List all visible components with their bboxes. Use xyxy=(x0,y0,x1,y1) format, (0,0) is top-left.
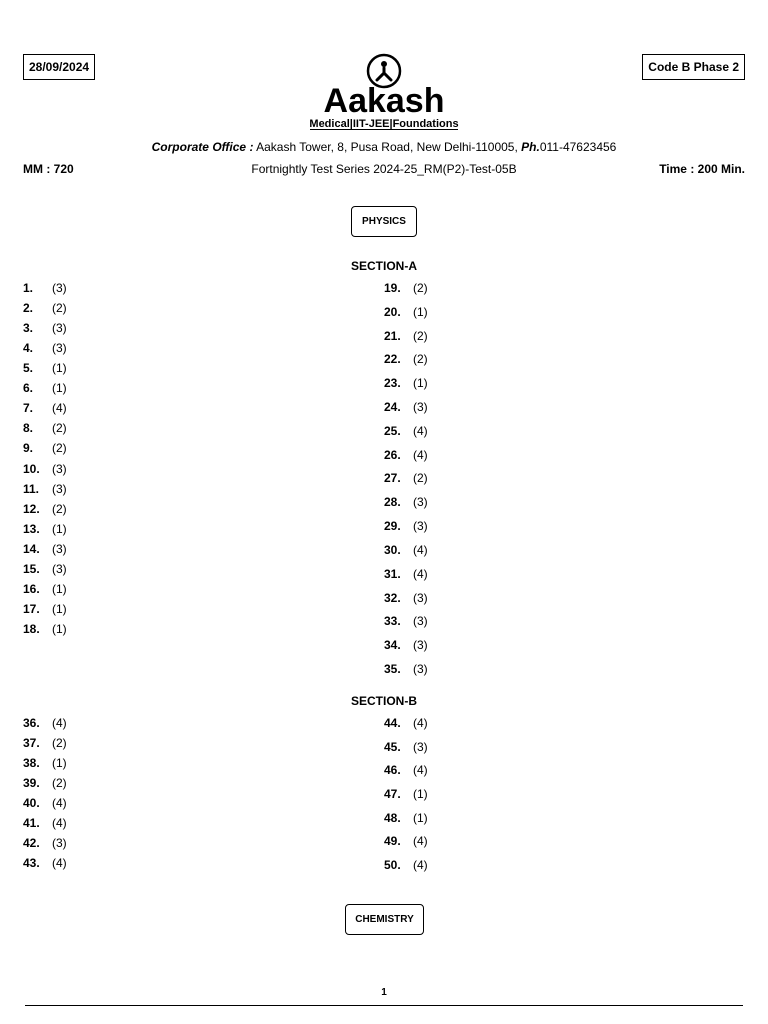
question-number: 10. xyxy=(23,461,40,476)
question-number: 23. xyxy=(384,376,401,391)
answer-row xyxy=(23,776,67,790)
answer-row xyxy=(23,716,67,730)
answer-row xyxy=(23,756,67,770)
question-number: 27. xyxy=(384,471,401,486)
answer-row xyxy=(23,816,67,830)
date-box xyxy=(23,54,95,80)
answer-row xyxy=(23,462,67,476)
question-number: 11. xyxy=(23,481,40,496)
answer-row xyxy=(384,448,428,462)
answer-row xyxy=(384,662,428,676)
question-number: 32. xyxy=(384,590,401,605)
answer-row xyxy=(23,502,67,516)
answer-row xyxy=(23,542,67,556)
answer-row xyxy=(384,305,428,319)
answer-option: (4) xyxy=(413,763,428,778)
answer-row xyxy=(384,519,428,533)
corporate-address: Aakash Tower, 8, Pusa Road, New Delhi-110005, xyxy=(253,140,522,154)
answer-option: (3) xyxy=(52,481,67,496)
answer-option: (3) xyxy=(52,281,67,295)
answer-row xyxy=(23,522,67,536)
answer-option: (1) xyxy=(52,521,67,536)
question-number: 46. xyxy=(384,763,401,778)
question-number: 34. xyxy=(384,638,401,653)
answer-option: (4) xyxy=(413,423,428,438)
answer-option: (4) xyxy=(52,856,67,870)
answer-row xyxy=(23,301,67,315)
question-number: 18. xyxy=(23,622,40,637)
question-number: 39. xyxy=(23,776,40,790)
answer-option: (4) xyxy=(413,716,428,730)
answer-option: (4) xyxy=(52,401,67,416)
question-number: 35. xyxy=(384,661,401,676)
answer-option: (1) xyxy=(52,756,67,770)
answer-row xyxy=(23,341,67,355)
section-title-b: SECTION-B xyxy=(351,694,417,708)
answer-row xyxy=(23,321,67,335)
answer-option: (3) xyxy=(413,638,428,653)
answer-option: (1) xyxy=(52,581,67,596)
answer-option: (2) xyxy=(52,736,67,750)
question-number: 29. xyxy=(384,519,401,534)
question-number: 25. xyxy=(384,423,401,438)
question-number: 26. xyxy=(384,447,401,462)
answer-row xyxy=(23,441,67,455)
footer-divider xyxy=(25,1005,743,1006)
answer-option: (2) xyxy=(413,471,428,486)
question-number: 22. xyxy=(384,352,401,367)
answer-option: (2) xyxy=(52,301,67,316)
answer-row xyxy=(23,856,67,870)
subject-box-physics xyxy=(351,206,417,237)
answer-option: (1) xyxy=(52,601,67,616)
answer-row xyxy=(384,376,428,390)
question-number: 38. xyxy=(23,756,40,770)
answer-option: (3) xyxy=(413,739,428,754)
answer-option: (1) xyxy=(413,304,428,319)
subject-box-chemistry xyxy=(345,904,424,935)
test-name: Fortnightly Test Series 2024-25_RM(P2)-Test-05B xyxy=(251,162,517,176)
answer-row xyxy=(384,471,428,485)
answer-row xyxy=(384,495,428,509)
answer-option: (4) xyxy=(413,542,428,557)
question-number: 4. xyxy=(23,341,34,356)
answer-option: (4) xyxy=(413,566,428,581)
answer-option: (2) xyxy=(413,281,428,295)
question-number: 36. xyxy=(23,716,40,730)
question-number: 7. xyxy=(23,401,34,416)
answer-option: (2) xyxy=(413,352,428,367)
question-number: 5. xyxy=(23,361,34,376)
question-number: 3. xyxy=(23,321,34,336)
answer-option: (1) xyxy=(413,810,428,825)
question-number: 21. xyxy=(384,328,401,343)
question-number: 9. xyxy=(23,441,34,456)
answer-option: (4) xyxy=(413,858,428,873)
answer-row xyxy=(384,543,428,557)
time-limit: Time : 200 Min. xyxy=(659,162,745,176)
section-title-a: SECTION-A xyxy=(351,259,417,273)
answer-row xyxy=(23,421,67,435)
answer-row xyxy=(384,591,428,605)
answer-option: (4) xyxy=(52,716,67,730)
answer-option: (1) xyxy=(52,622,67,637)
question-number: 31. xyxy=(384,566,401,581)
answer-row xyxy=(23,796,67,810)
answer-option: (3) xyxy=(52,341,67,356)
corporate-label: Corporate Office : xyxy=(151,140,254,154)
phone-number: 011-47623456 xyxy=(539,140,617,154)
answer-row xyxy=(384,740,428,754)
question-number: 2. xyxy=(23,301,34,316)
answer-row xyxy=(384,352,428,366)
answer-option: (3) xyxy=(52,461,67,476)
answer-option: (3) xyxy=(52,541,67,556)
code-text: Code B Phase 2 xyxy=(648,60,739,74)
question-number: 45. xyxy=(384,739,401,754)
answer-row xyxy=(384,638,428,652)
date-text: 28/09/2024 xyxy=(29,60,90,74)
corporate-office-line xyxy=(0,140,768,154)
answer-option: (2) xyxy=(52,501,67,516)
answer-row xyxy=(23,281,67,295)
answer-row xyxy=(23,736,67,750)
brand-tagline: Medical|IIT-JEE|Foundations xyxy=(309,118,459,130)
answer-option: (4) xyxy=(413,834,428,849)
question-number: 15. xyxy=(23,561,40,576)
max-marks: MM : 720 xyxy=(23,162,74,176)
answer-row xyxy=(384,281,428,295)
question-number: 33. xyxy=(384,614,401,629)
answer-option: (2) xyxy=(52,776,67,790)
answer-option: (3) xyxy=(413,661,428,676)
answer-row xyxy=(23,381,67,395)
answer-option: (1) xyxy=(52,361,67,376)
question-number: 1. xyxy=(23,281,34,295)
answer-row xyxy=(23,602,67,616)
answer-row xyxy=(384,716,428,730)
answer-row xyxy=(23,401,67,415)
question-number: 17. xyxy=(23,601,40,616)
question-number: 28. xyxy=(384,495,401,510)
question-number: 43. xyxy=(23,856,40,870)
question-number: 40. xyxy=(23,796,40,810)
answer-option: (2) xyxy=(52,441,67,456)
answer-row xyxy=(384,834,428,848)
answer-option: (1) xyxy=(52,381,67,396)
subject-label: CHEMISTRY xyxy=(355,914,414,925)
question-number: 6. xyxy=(23,381,34,396)
question-number: 24. xyxy=(384,400,401,415)
question-number: 50. xyxy=(384,858,401,873)
question-number: 37. xyxy=(23,736,40,750)
answer-option: (3) xyxy=(413,614,428,629)
question-number: 16. xyxy=(23,581,40,596)
question-number: 42. xyxy=(23,836,40,850)
answer-option: (1) xyxy=(413,376,428,391)
answer-option: (4) xyxy=(52,796,67,810)
question-number: 47. xyxy=(384,787,401,801)
answer-option: (4) xyxy=(52,816,67,830)
code-box xyxy=(642,54,745,80)
answer-row xyxy=(23,836,67,850)
answer-option: (1) xyxy=(413,787,428,801)
answer-option: (3) xyxy=(413,400,428,415)
answer-option: (3) xyxy=(413,590,428,605)
answer-option: (3) xyxy=(413,519,428,534)
answer-row xyxy=(23,482,67,496)
question-number: 13. xyxy=(23,521,40,536)
answer-option: (4) xyxy=(413,447,428,462)
question-number: 20. xyxy=(384,304,401,319)
answer-option: (2) xyxy=(413,328,428,343)
answer-option: (3) xyxy=(52,321,67,336)
answer-row xyxy=(384,811,428,825)
question-number: 12. xyxy=(23,501,40,516)
answer-row xyxy=(384,763,428,777)
question-number: 41. xyxy=(23,816,40,830)
answer-row xyxy=(384,567,428,581)
answer-row xyxy=(384,858,428,872)
question-number: 30. xyxy=(384,542,401,557)
question-number: 14. xyxy=(23,541,40,556)
answer-row xyxy=(23,582,67,596)
question-number: 48. xyxy=(384,810,401,825)
answer-option: (2) xyxy=(52,421,67,436)
answer-option: (3) xyxy=(52,836,67,850)
answer-option: (3) xyxy=(413,495,428,510)
answer-row xyxy=(23,361,67,375)
answer-row xyxy=(384,329,428,343)
answer-row xyxy=(23,562,67,576)
page-number: 1 xyxy=(381,987,387,998)
question-number: 19. xyxy=(384,281,401,295)
answer-option: (3) xyxy=(52,561,67,576)
question-number: 44. xyxy=(384,716,401,730)
brand-name: Aakash xyxy=(323,82,445,120)
question-number: 49. xyxy=(384,834,401,849)
answer-row xyxy=(384,614,428,628)
question-number: 8. xyxy=(23,421,34,436)
answer-row xyxy=(384,424,428,438)
phone-label: Ph. xyxy=(521,140,540,154)
answer-row xyxy=(384,400,428,414)
subject-label: PHYSICS xyxy=(362,216,406,227)
answer-row xyxy=(23,622,67,636)
answer-row xyxy=(384,787,428,801)
